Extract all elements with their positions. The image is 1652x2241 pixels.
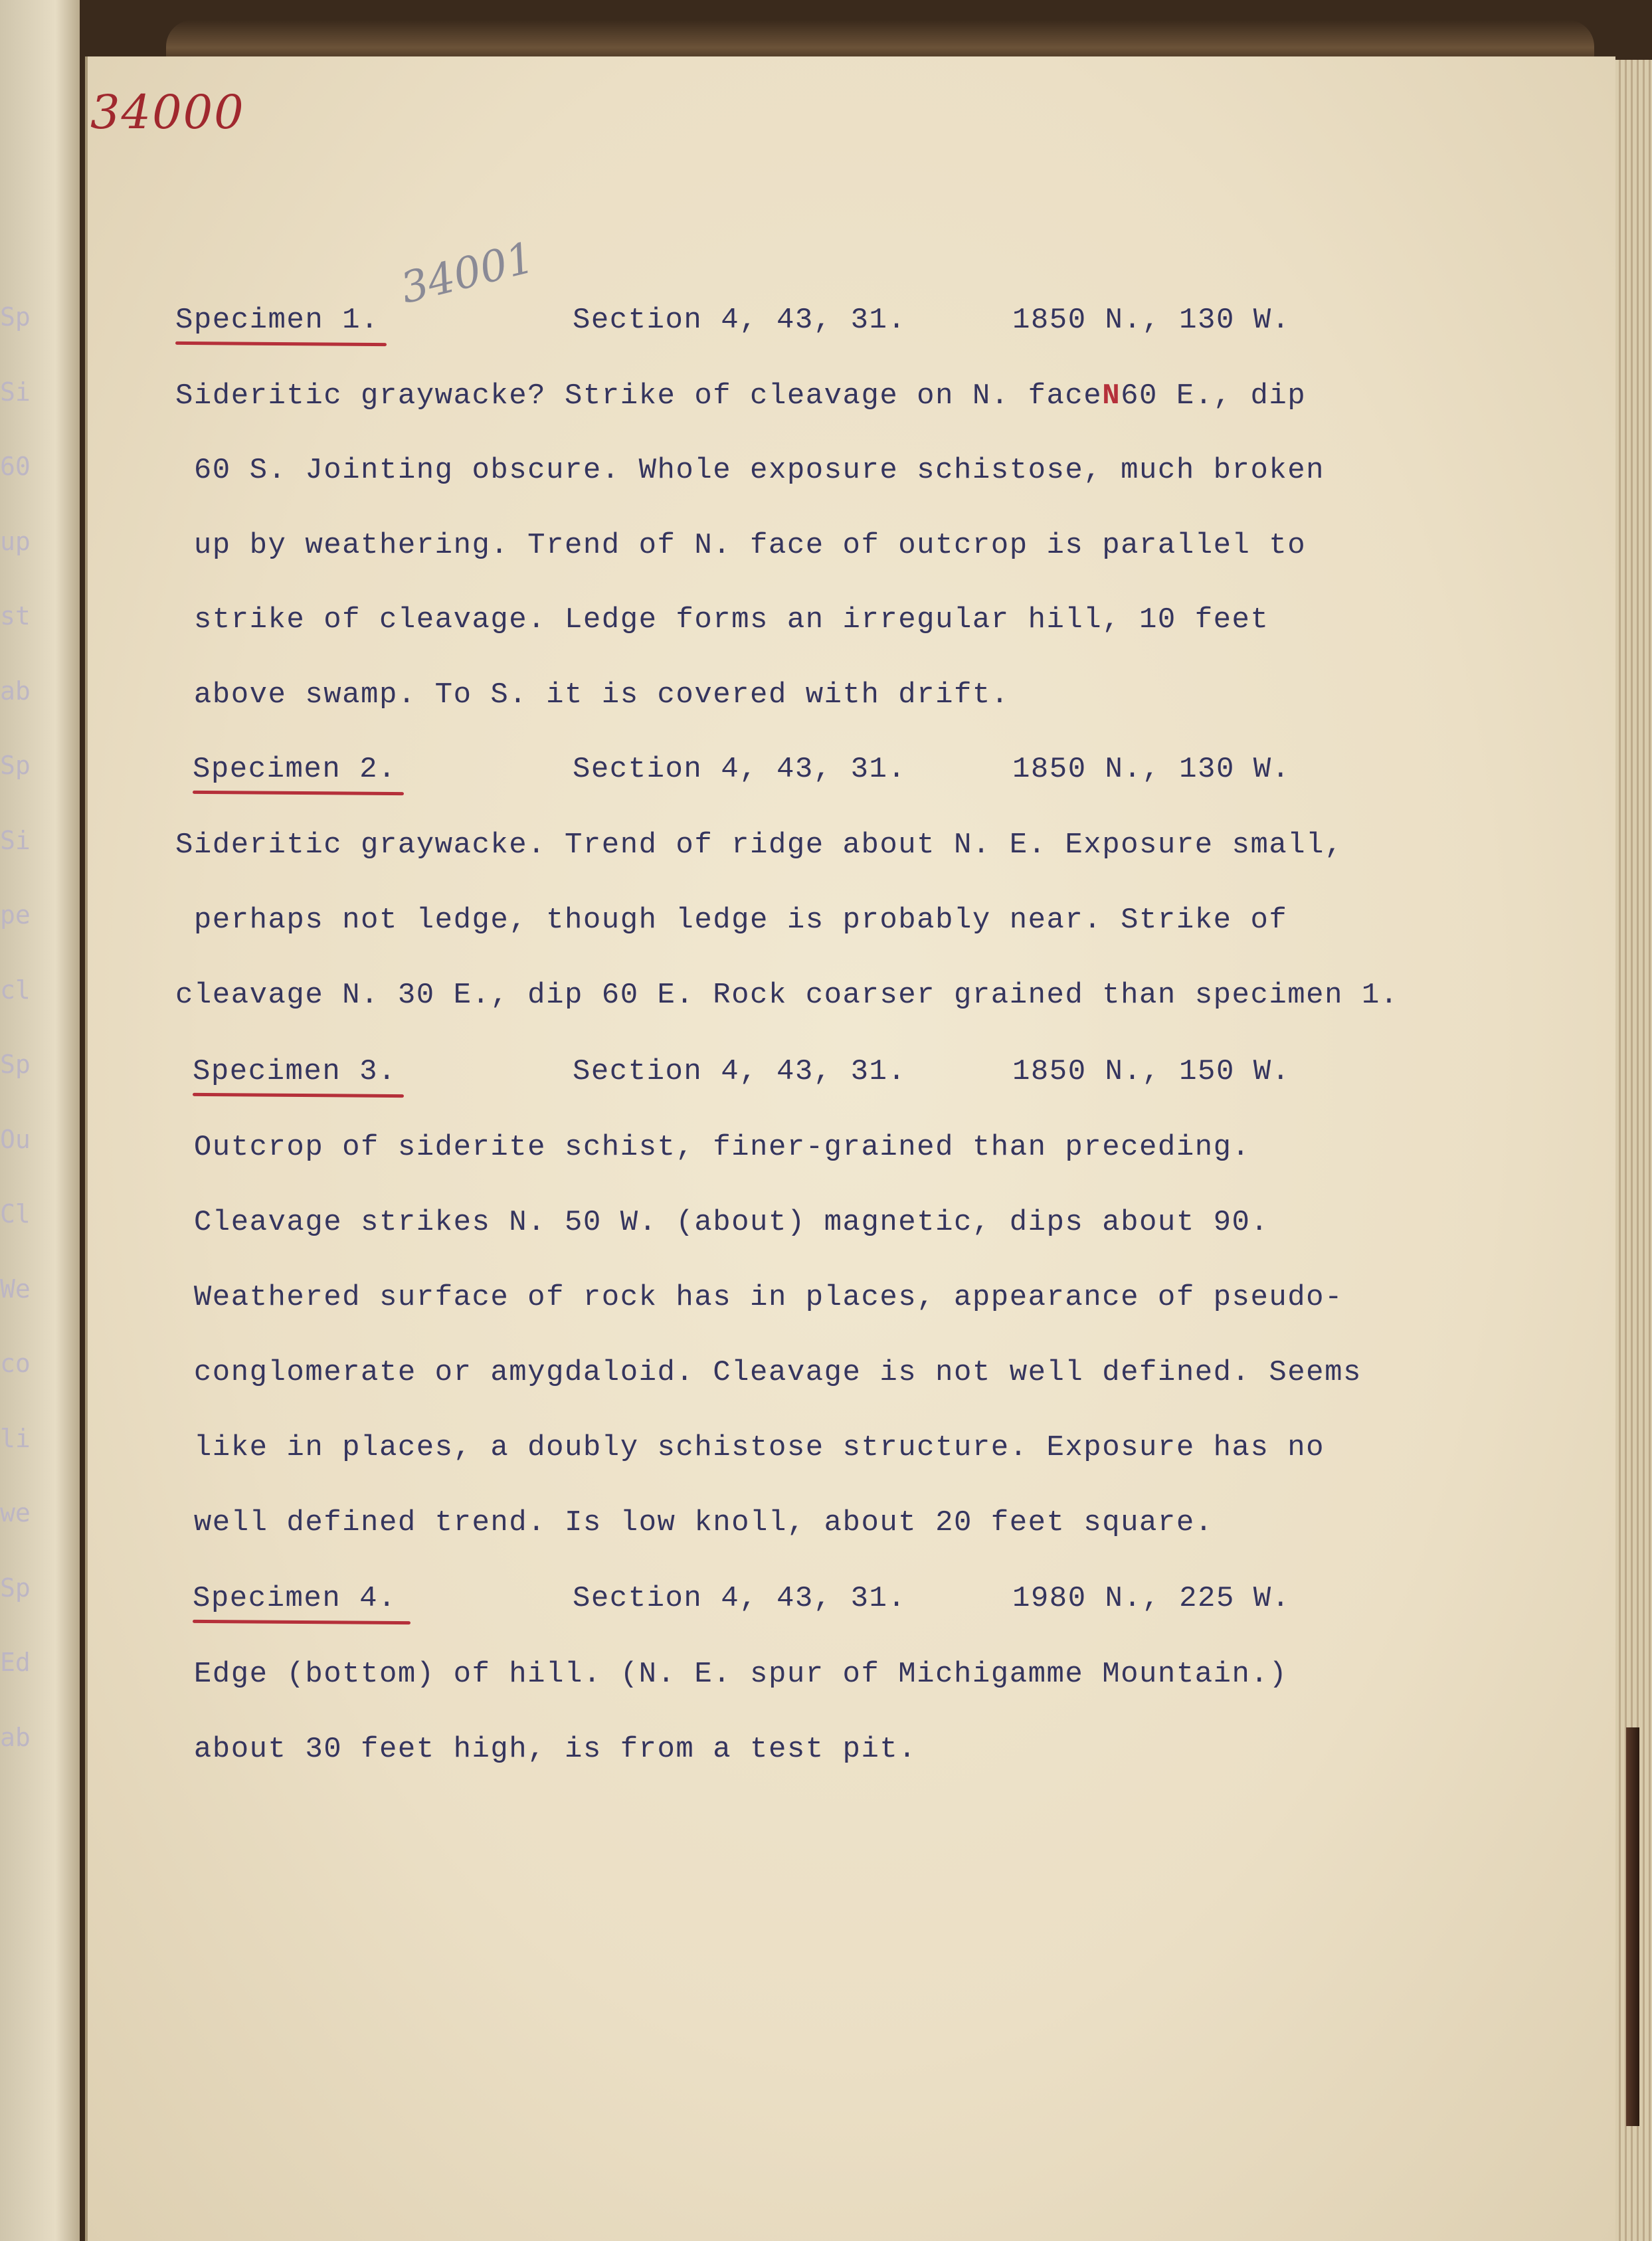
text-line: conglomerate or amygdaloid. Cleavage is not well defined. Seems [175,1356,1362,1389]
red-underline [193,1620,411,1624]
text-line: Edge (bottom) of hill. (N. E. spur of Michigamme Mountain.) [175,1658,1288,1691]
left-fragment: st [0,601,31,631]
specimen-section: Section 4, 43, 31. [573,753,907,786]
specimen-label: Specimen 1. [175,304,379,337]
text-line: about 30 feet high, is from a test pit. [175,1733,917,1766]
red-correction-mark: N [1102,379,1121,413]
specimen-section: Section 4, 43, 31. [573,1055,907,1088]
text-line: cleavage N. 30 E., dip 60 E. Rock coarser grained than specimen 1. [175,979,1399,1012]
specimen-section: Section 4, 43, 31. [573,1582,907,1615]
line-text: 60 E., dip [1121,379,1307,413]
text-line: strike of cleavage. Ledge forms an irregular hill, 10 feet [175,603,1269,636]
left-fragment: We [0,1274,31,1304]
specimen-coordinates: 1850 N., 130 W. [1012,304,1291,337]
specimen-section: Section 4, 43, 31. [573,304,907,337]
left-fragment: li [0,1424,31,1453]
text-line: up by weathering. Trend of N. face of outcrop is parallel to [175,529,1307,562]
left-fragment: Si [0,377,31,407]
specimen-label: Specimen 3. [193,1055,397,1088]
binding-edge [1626,1727,1639,2126]
specimen-coordinates: 1980 N., 225 W. [1012,1582,1291,1615]
text-line: Outcrop of siderite schist, finer-grained than preceding. [175,1131,1251,1164]
text-line: Cleavage strikes N. 50 W. (about) magnetic, dips about 90. [175,1206,1269,1239]
red-underline [193,791,404,795]
red-underline [175,341,387,346]
text-line [175,379,1306,419]
left-fragment: Ed [0,1648,31,1677]
left-fragment: Ou [0,1125,31,1154]
specimen-heading [193,753,1455,793]
left-fragment: Sp [0,1050,31,1079]
left-fragment: Sp [0,302,31,332]
text-line: like in places, a doubly schistose structure. Exposure has no [175,1431,1325,1464]
left-fragment: 60 [0,452,31,481]
pencil-annotation: 34001 [396,233,539,314]
left-fragment: pe [0,900,31,929]
notebook-page [85,56,1615,2241]
specimen-label: Specimen 4. [193,1582,397,1615]
specimen-heading [175,304,1437,343]
left-fragment: up [0,527,31,556]
left-fragment: Sp [0,1573,31,1603]
text-line: well defined trend. Is low knoll, about 20 feet square. [175,1506,1214,1539]
left-fragment: we [0,1498,31,1527]
left-fragment: ab [0,676,31,706]
red-underline [193,1093,404,1098]
text-line: perhaps not ledge, though ledge is probably near. Strike of [175,904,1288,937]
left-fragment: ab [0,1723,31,1752]
text-line: above swamp. To S. it is covered with drift. [175,678,1010,712]
text-line: 60 S. Jointing obscure. Whole exposure schistose, much broken [175,454,1325,487]
left-fragment: Si [0,826,31,855]
catalog-number: 34000 [90,85,245,140]
specimen-heading [193,1055,1455,1095]
line-text: Sideritic graywacke? Strike of cleavage on N. face [175,379,1103,413]
left-fragment: Cl [0,1199,31,1228]
facing-page-edge [0,0,80,2241]
specimen-heading [193,1582,1455,1622]
text-line: Sideritic graywacke. Trend of ridge about N. E. Exposure small, [175,828,1343,862]
specimen-coordinates: 1850 N., 130 W. [1012,753,1291,786]
specimen-coordinates: 1850 N., 150 W. [1012,1055,1291,1088]
text-line: Weathered surface of rock has in places, appearance of pseudo- [175,1281,1343,1314]
left-fragment: co [0,1349,31,1378]
left-fragment: cl [0,975,31,1005]
specimen-label: Specimen 2. [193,753,397,786]
left-fragment: Sp [0,751,31,780]
